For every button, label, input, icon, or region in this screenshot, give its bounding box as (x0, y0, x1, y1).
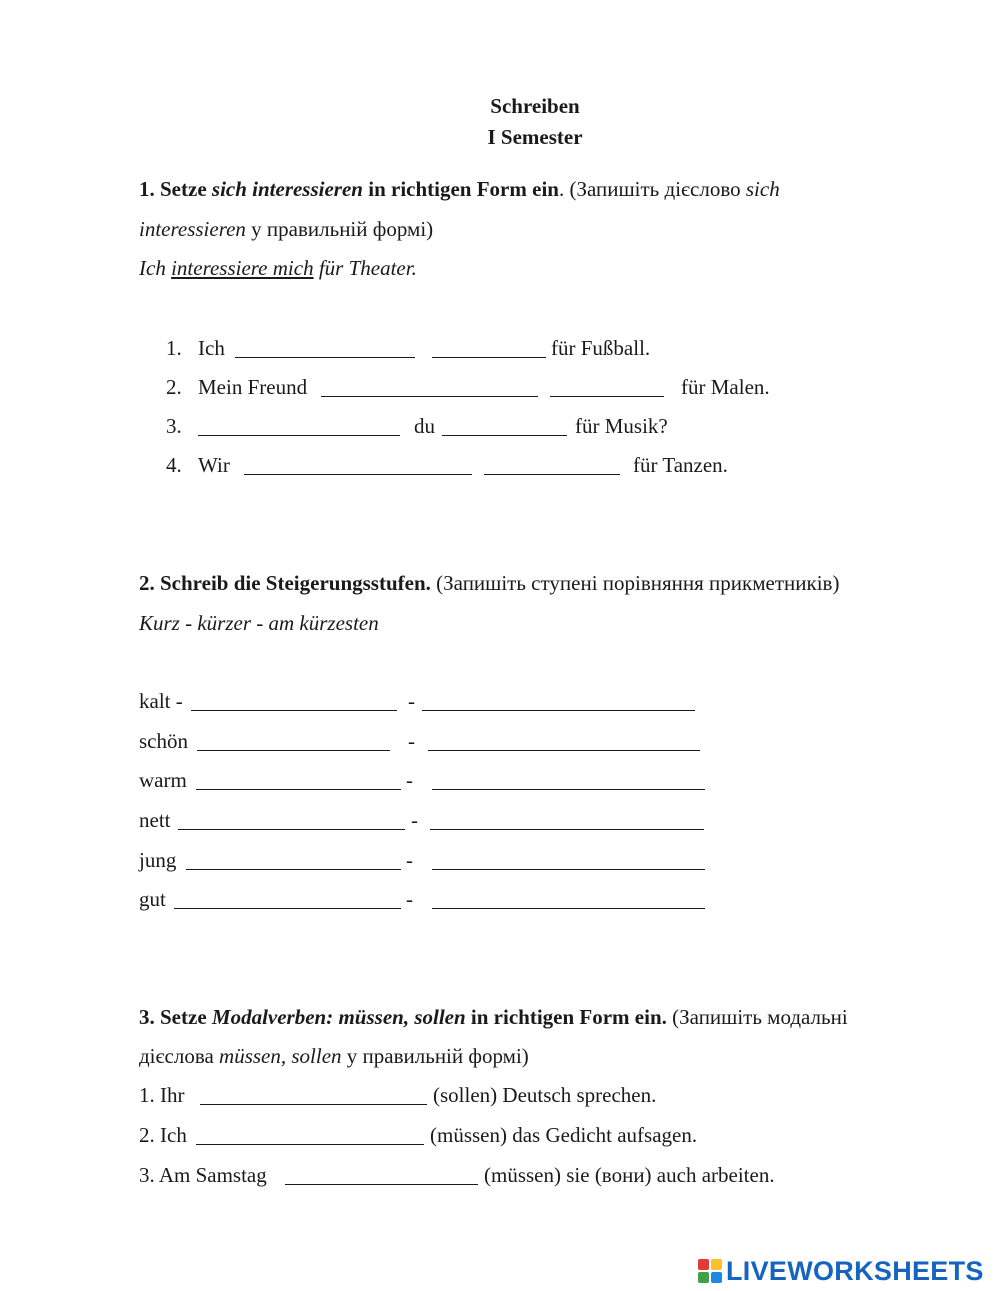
answer-blank[interactable] (197, 732, 390, 751)
task1-example: Ich interessiere mich für Theater. (139, 256, 417, 280)
answer-blank[interactable] (196, 771, 401, 790)
task2-instruction: 2. Schreib die Steigerungsstufen. (Запишіть ступені порівняння прикметників) (139, 571, 840, 595)
answer-blank[interactable] (200, 1086, 427, 1105)
logo-blocks-icon (698, 1259, 722, 1283)
answer-blank[interactable] (198, 417, 400, 436)
answer-blank[interactable] (422, 692, 695, 711)
answer-blank[interactable] (196, 1126, 424, 1145)
answer-blank[interactable] (191, 692, 397, 711)
answer-blank[interactable] (178, 811, 405, 830)
page-subtitle: I Semester (487, 125, 583, 149)
answer-blank[interactable] (442, 417, 567, 436)
answer-blank[interactable] (432, 851, 705, 870)
task1-instruction-line1: 1. Setze sich interessieren in richtigen Form ein. (Запишіть дієслово sich (139, 177, 780, 201)
answer-blank[interactable] (321, 378, 538, 397)
answer-blank[interactable] (186, 851, 401, 870)
liveworksheets-logo[interactable]: LIVEWORKSHEETS (698, 1256, 984, 1286)
answer-blank[interactable] (432, 890, 705, 909)
answer-blank[interactable] (432, 339, 546, 358)
answer-blank[interactable] (432, 771, 705, 790)
answer-blank[interactable] (428, 732, 700, 751)
answer-blank[interactable] (174, 890, 401, 909)
answer-blank[interactable] (430, 811, 704, 830)
answer-blank[interactable] (235, 339, 415, 358)
answer-blank[interactable] (550, 378, 664, 397)
page-title: Schreiben (490, 94, 580, 118)
task3-instruction-line1: 3. Setze Modalverben: müssen, sollen in richtigen Form ein. (Запишіть модальні (139, 1005, 848, 1029)
task1-instruction-line2: interessieren у правильній формі) (139, 217, 434, 241)
worksheet-page: Schreiben I Semester 1. Setze sich interessieren in richtigen Form ein. (Запишіть дієслово sich interessieren у правильній формі) Ich interessiere mich für Theater. 1. Ich für Fußball. 2. Mein Freund für Malen. 3. du für Musik? 4. Wir für Tanzen. 2. Schreib die Steigerungsstufen. (Запишіть ступені порівняння прикметників) Kurz - kürzer - am kürzesten kalt - - schön - warm - nett - jung - gut - 3. Setze Modalverben: müssen, sollen in richtigen Form ein. (Запишіть модальні дієслова müssen, sollen у правильній формі) 1. Ihr (sollen) Deutsch sprechen. 2. Ich (müssen) das Gedicht aufsagen. 3. Am Samstag (müssen) sie (вони) auch arbeiten. LIVEWORKSHEETS (0, 0, 1000, 1291)
answer-blank[interactable] (285, 1166, 478, 1185)
task3-instruction-line2: дієслова müssen, sollen у правильній формі) (139, 1044, 529, 1068)
answer-blank[interactable] (484, 456, 620, 475)
task2-example: Kurz - kürzer - am kürzesten (139, 611, 379, 635)
answer-blank[interactable] (244, 456, 472, 475)
